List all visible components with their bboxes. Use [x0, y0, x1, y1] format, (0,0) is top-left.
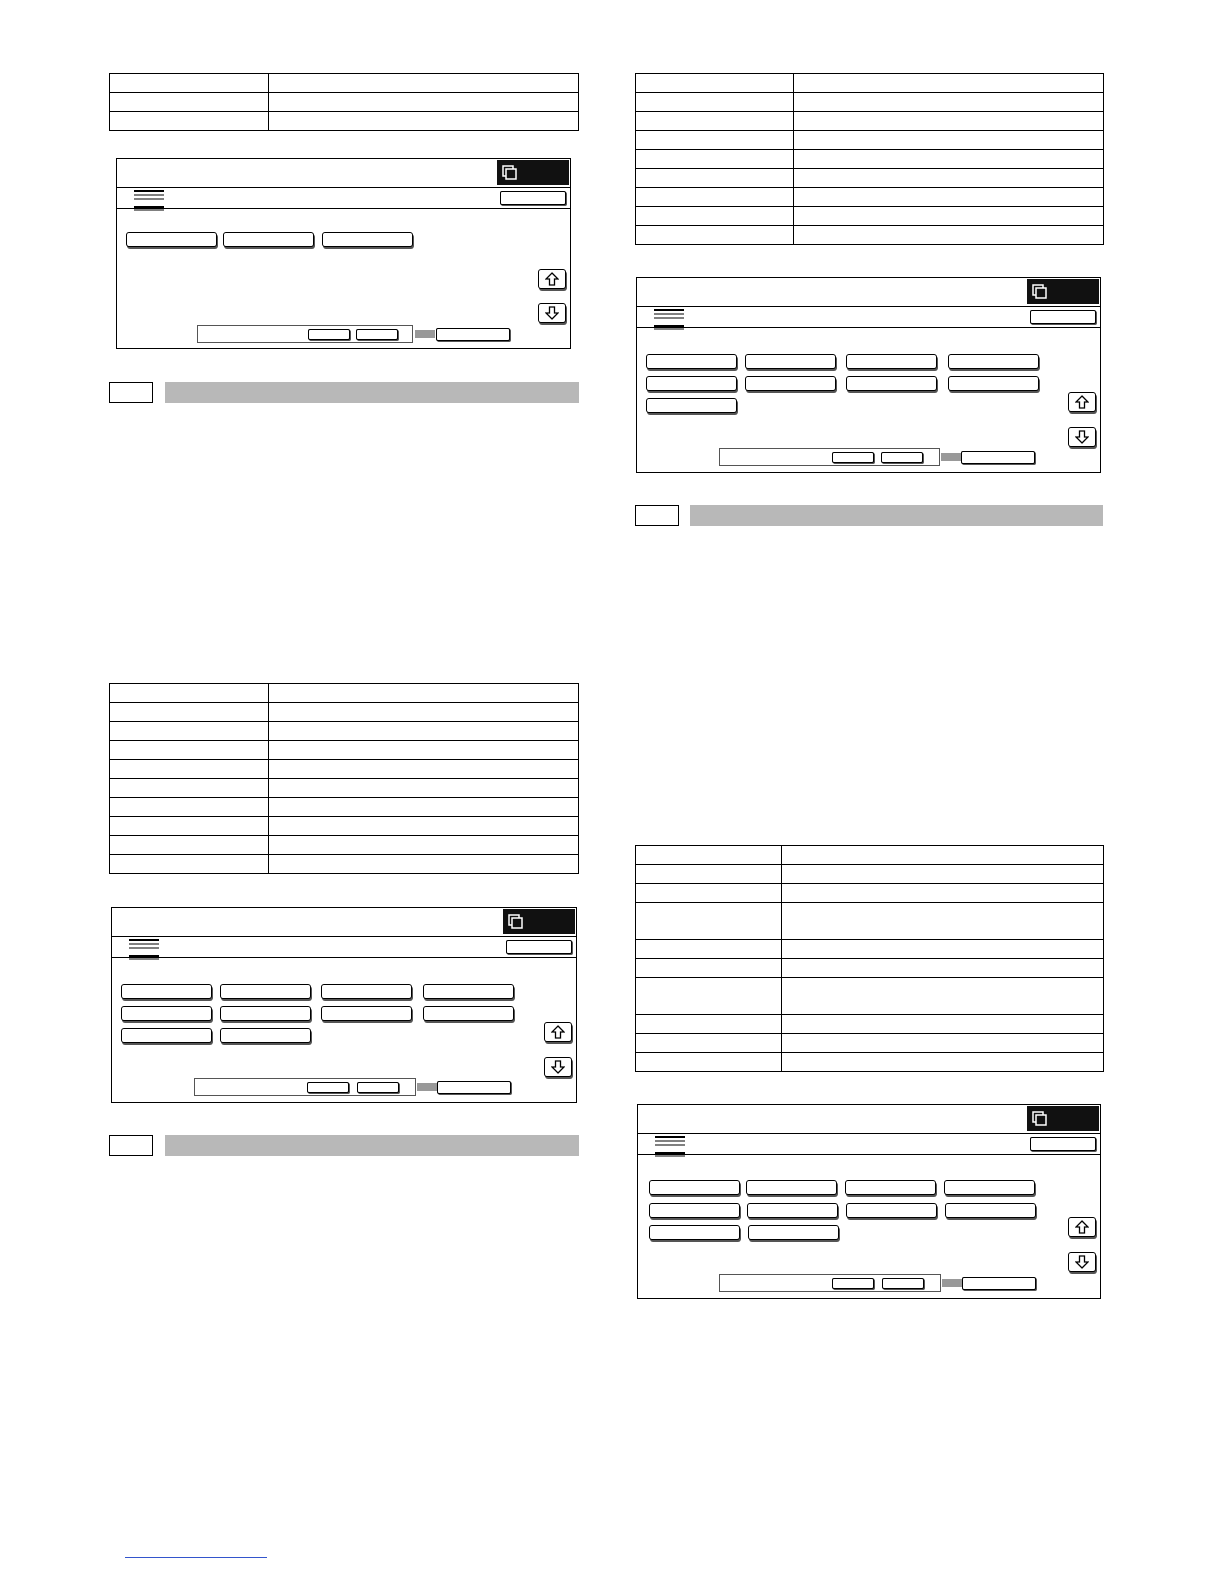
copy-icon [502, 165, 518, 181]
option-button-2[interactable] [223, 232, 314, 247]
arrow-up-icon [545, 272, 559, 286]
option-button-4[interactable] [944, 1180, 1035, 1195]
option-button-10[interactable] [220, 1028, 311, 1043]
gauge-button[interactable] [436, 328, 510, 341]
screen-panel-4 [637, 1104, 1101, 1299]
status-button-2[interactable] [356, 329, 398, 340]
copy-status-box [503, 909, 575, 934]
section-number-box-3 [635, 505, 679, 526]
option-button-8[interactable] [945, 1203, 1036, 1218]
progress-gauge [942, 1279, 962, 1287]
copy-icon [1032, 1111, 1048, 1127]
menu-lines-icon [652, 1133, 688, 1159]
option-button-6[interactable] [220, 1006, 311, 1021]
option-button-9[interactable] [646, 398, 737, 413]
status-button-1[interactable] [307, 1082, 349, 1093]
option-button-7[interactable] [846, 1203, 937, 1218]
option-button-7[interactable] [846, 376, 937, 391]
option-button-5[interactable] [646, 376, 737, 391]
status-box [197, 325, 413, 343]
option-button-7[interactable] [321, 1006, 412, 1021]
arrow-up-icon [1075, 1220, 1089, 1234]
footer-link-underline[interactable] [125, 1557, 267, 1558]
option-button-1[interactable] [121, 984, 212, 999]
section-header-bar-2 [165, 1135, 579, 1156]
ok-button[interactable] [1030, 1137, 1096, 1151]
arrow-down-icon [545, 306, 559, 320]
screen-panel-1 [116, 158, 571, 349]
progress-gauge [941, 453, 961, 461]
option-button-5[interactable] [649, 1203, 740, 1218]
scroll-down-button[interactable] [1068, 427, 1096, 447]
option-button-4[interactable] [423, 984, 514, 999]
option-button-5[interactable] [121, 1006, 212, 1021]
section-number-box-2 [109, 1135, 153, 1156]
option-button-10[interactable] [748, 1225, 839, 1240]
menu-lines-icon [651, 306, 687, 332]
status-button-2[interactable] [357, 1082, 399, 1093]
progress-gauge [417, 1083, 437, 1091]
menu-lines-icon [131, 187, 167, 213]
scroll-up-button[interactable] [538, 269, 566, 289]
scroll-down-button[interactable] [538, 303, 566, 323]
screen-panel-2 [111, 907, 577, 1103]
scroll-up-button[interactable] [1068, 1217, 1096, 1237]
sub-bar [638, 1134, 1100, 1155]
option-button-1[interactable] [649, 1180, 740, 1195]
sub-bar [117, 188, 570, 209]
spec-table-3 [635, 73, 1104, 245]
ok-button[interactable] [500, 191, 566, 205]
status-box [194, 1078, 416, 1096]
option-button-9[interactable] [121, 1028, 212, 1043]
spec-table-1 [109, 73, 579, 131]
option-button-1[interactable] [646, 354, 737, 369]
arrow-down-icon [1075, 430, 1089, 444]
status-box [719, 448, 940, 466]
option-button-2[interactable] [745, 354, 836, 369]
option-button-8[interactable] [948, 376, 1039, 391]
scroll-down-button[interactable] [1068, 1252, 1096, 1272]
option-button-4[interactable] [948, 354, 1039, 369]
copy-status-box [1027, 279, 1099, 304]
section-header-bar-1 [165, 382, 579, 403]
status-button-1[interactable] [832, 1278, 874, 1289]
arrow-down-icon [1075, 1255, 1089, 1269]
option-button-2[interactable] [746, 1180, 837, 1195]
menu-lines-icon [126, 936, 162, 962]
arrow-up-icon [551, 1025, 565, 1039]
gauge-button[interactable] [961, 451, 1035, 464]
ok-button[interactable] [506, 940, 572, 954]
scroll-down-button[interactable] [544, 1057, 572, 1077]
copy-icon [508, 914, 524, 930]
option-button-3[interactable] [846, 354, 937, 369]
gauge-button[interactable] [962, 1277, 1036, 1290]
option-button-8[interactable] [423, 1006, 514, 1021]
copy-status-box [497, 160, 569, 185]
option-button-6[interactable] [747, 1203, 838, 1218]
option-button-3[interactable] [322, 232, 413, 247]
option-button-2[interactable] [220, 984, 311, 999]
option-button-3[interactable] [845, 1180, 936, 1195]
gauge-button[interactable] [437, 1081, 511, 1094]
status-button-1[interactable] [308, 329, 350, 340]
sub-bar [637, 307, 1100, 328]
section-header-bar-3 [690, 505, 1103, 526]
option-button-6[interactable] [745, 376, 836, 391]
ok-button[interactable] [1030, 310, 1096, 324]
status-button-2[interactable] [882, 1278, 924, 1289]
sub-bar [112, 937, 576, 958]
scroll-up-button[interactable] [1068, 392, 1096, 412]
arrow-up-icon [1075, 395, 1089, 409]
status-box [719, 1274, 941, 1292]
option-button-3[interactable] [321, 984, 412, 999]
scroll-up-button[interactable] [544, 1022, 572, 1042]
section-number-box-1 [109, 382, 153, 403]
status-button-2[interactable] [881, 452, 923, 463]
option-button-9[interactable] [649, 1225, 740, 1240]
progress-gauge [415, 330, 435, 338]
status-button-1[interactable] [832, 452, 874, 463]
screen-panel-3 [636, 277, 1101, 473]
copy-icon [1032, 284, 1048, 300]
spec-table-2 [109, 683, 579, 874]
spec-table-4 [635, 845, 1104, 1072]
option-button-1[interactable] [126, 232, 217, 247]
copy-status-box [1027, 1106, 1099, 1131]
arrow-down-icon [551, 1060, 565, 1074]
